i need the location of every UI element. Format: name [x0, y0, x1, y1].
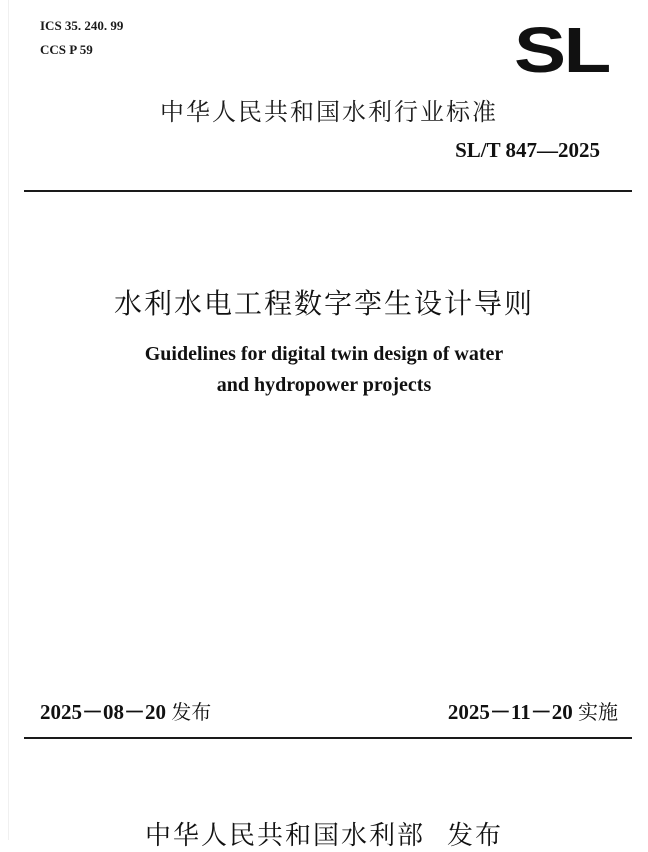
issue-date-value: 2025－08－20	[40, 700, 166, 724]
implementation-date-label: 实施	[578, 700, 618, 724]
standard-category: 中华人民共和国水利行业标准	[160, 98, 498, 126]
issue-date	[40, 696, 211, 726]
title-english-line2: and hydropower projects	[216, 374, 432, 396]
ics-code: ICS 35. 240. 99	[40, 18, 124, 33]
implementation-date-value: 2025－11－20	[447, 700, 573, 724]
ccs-code: CCS P 59	[40, 42, 93, 57]
implementation-date	[448, 696, 618, 726]
bottom-divider	[24, 737, 632, 739]
page-edge-shadow	[8, 0, 9, 840]
issuer-name: 中华人民共和国水利部	[144, 821, 425, 851]
standard-code: SL/T 847—2025	[455, 138, 600, 162]
title-chinese: 水利水电工程数字孪生设计导则	[113, 287, 534, 320]
title-english-line1: Guidelines for digital twin design of water	[144, 343, 504, 365]
top-divider	[24, 190, 632, 192]
issuer-action: 发布	[447, 821, 504, 851]
issuer	[0, 815, 648, 852]
issue-date-label: 发布	[171, 700, 212, 724]
sl-logo: SL	[514, 14, 609, 86]
